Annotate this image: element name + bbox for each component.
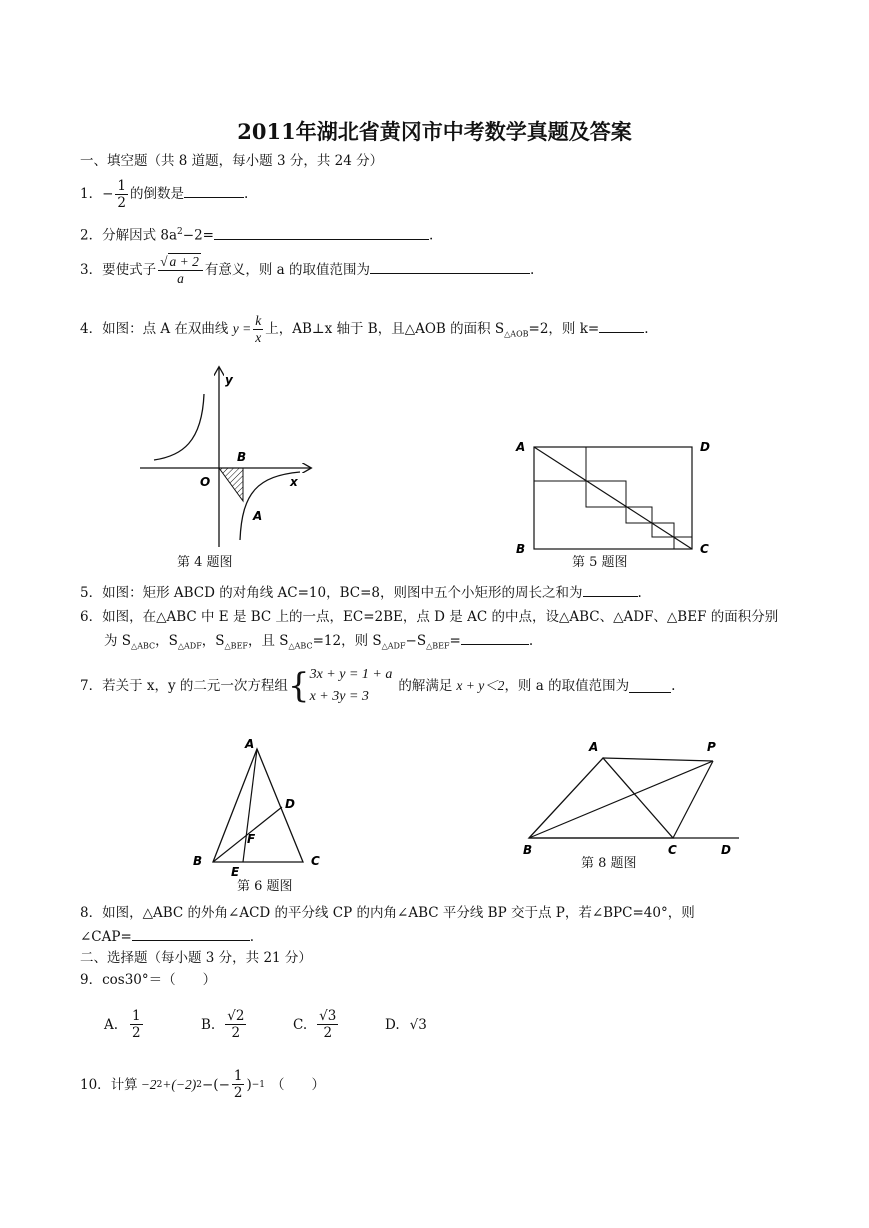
fraction: $\frac{1}{2}$ xyxy=(233,1068,243,1101)
brace: { xyxy=(287,666,310,706)
point-b-label: B xyxy=(516,542,526,556)
fraction: $\frac{√ a + 2}{a}$ xyxy=(158,254,203,287)
triangle-abc xyxy=(529,758,673,838)
equation-system: 3x + y = 1 + a x + 3y = 3 xyxy=(309,667,393,704)
figure-8-caption: 第 8 题图 xyxy=(581,856,637,871)
answer-blank[interactable] xyxy=(214,227,429,240)
figure-4-hyperbola xyxy=(130,362,330,572)
question-9: 9．cos30°＝（ ） xyxy=(80,972,217,988)
point-b-label: B xyxy=(237,450,247,464)
point-e-label: E xyxy=(231,865,240,879)
question-6-line2: 为 $S_{\triangle ABC}$，$S_{\triangle ADF}$，$S_{\triangle BEF}$，且 $S_{\triangle ABC}=12$，则 $S_{\triangle ADF}-S_{\triangle BEF}=$ . xyxy=(104,633,534,651)
option-c[interactable]: C. $\frac{√3}{2}$ xyxy=(293,1008,337,1041)
section-heading-1: 一、填空题（共 8 道题，每小题 3 分，共 24 分） xyxy=(80,153,384,169)
answer-blank[interactable] xyxy=(629,680,671,693)
x-label: x xyxy=(290,475,298,489)
segment-ap xyxy=(603,758,713,761)
question-4: 4．如图：点 A 在双曲线 y = $\frac{k}{x}$ 上，AB⊥x 轴于 B，且△AOB 的面积 $S_{\triangle AOB}=2$，则 k= . xyxy=(80,313,649,345)
question-7: 7． 若关于 x，y 的二元一次方程组 { 3x + y = 1 + a x + 3y = 3 的解满足 x + y＜2 ，则 a 的取值范围为 . xyxy=(80,666,676,706)
point-c-label: C xyxy=(700,542,709,556)
hyperbola-branch xyxy=(154,394,204,460)
fraction: $\frac{1}{2}$ xyxy=(117,178,126,211)
answer-blank[interactable] xyxy=(184,185,244,198)
point-f-label: F xyxy=(247,832,256,846)
answer-blank[interactable] xyxy=(370,261,530,274)
y-label: y xyxy=(225,373,233,387)
fraction: $\frac{k}{x}$ xyxy=(255,313,262,345)
question-1: 1．− $\frac{1}{2}$ 的倒数是 . xyxy=(80,178,249,211)
answer-blank[interactable] xyxy=(461,632,529,645)
question-9-options xyxy=(104,1008,427,1041)
question-5: 5．如图：矩形 ABCD 的对角线 AC=10，BC=8，则图中五个小矩形的周长之和为 . xyxy=(80,585,642,601)
question-10: 10． 计算 −2 2 +(−2) 2 −(− $\frac{1}{2}$ ) −1 （ ） xyxy=(80,1068,326,1101)
point-a-label: A xyxy=(253,509,263,523)
point-b-label: B xyxy=(193,854,203,868)
section-heading-2: 二、选择题（每小题 3 分，共 21 分） xyxy=(80,950,312,966)
figure-6-caption: 第 6 题图 xyxy=(237,879,293,894)
figure-4-caption: 第 4 题图 xyxy=(177,555,233,570)
question-8-line2: ∠CAP= . xyxy=(80,929,255,945)
point-a-label: A xyxy=(589,740,599,754)
question-2: 2．分解因式 $8a^2-2=$ . xyxy=(80,227,434,244)
point-c-label: C xyxy=(668,843,677,857)
origin-label: O xyxy=(200,475,211,489)
diagonal-ac xyxy=(534,447,692,549)
point-d-label: D xyxy=(285,797,295,811)
figure-5-caption: 第 5 题图 xyxy=(572,555,628,570)
answer-blank[interactable] xyxy=(132,928,250,941)
figure-6-triangle xyxy=(185,735,335,895)
option-d[interactable]: D. √3 xyxy=(385,1016,427,1033)
answer-blank[interactable] xyxy=(583,584,638,597)
point-a-label: A xyxy=(516,440,526,454)
page-title: 2011年湖北省黄冈市中考数学真题及答案 xyxy=(237,119,632,144)
question-6-line1: 6．如图，在△ABC 中 E 是 BC 上的一点，EC=2BE，点 D 是 AC 的中点，设△ABC、△ADF、△BEF 的面积分别 xyxy=(80,609,779,625)
answer-blank[interactable] xyxy=(599,320,644,333)
segment-bp xyxy=(529,761,713,838)
figure-5-rectangles xyxy=(510,435,720,565)
segment-cp xyxy=(673,761,713,838)
option-b[interactable]: B. $\frac{√2}{2}$ xyxy=(201,1008,245,1041)
question-8-line1: 8．如图，△ABC 的外角∠ACD 的平分线 CP 的内角∠ABC 平分线 BP 交于点 P，若∠BPC=40°，则 xyxy=(80,905,695,921)
point-d-label: D xyxy=(721,843,731,857)
point-d-label: D xyxy=(700,440,710,454)
figure-8-parallelogram xyxy=(515,735,745,860)
point-b-label: B xyxy=(523,843,533,857)
point-c-label: C xyxy=(311,854,320,868)
point-a-label: A xyxy=(245,737,255,751)
point-p-label: P xyxy=(707,740,716,754)
triangle-aob xyxy=(219,468,243,501)
question-3: 3．要使式子 $\frac{√ a + 2}{a}$ 有意义，则 a 的取值范围为 . xyxy=(80,254,535,286)
option-a[interactable]: A. $\frac{1}{2}$ xyxy=(104,1008,141,1041)
